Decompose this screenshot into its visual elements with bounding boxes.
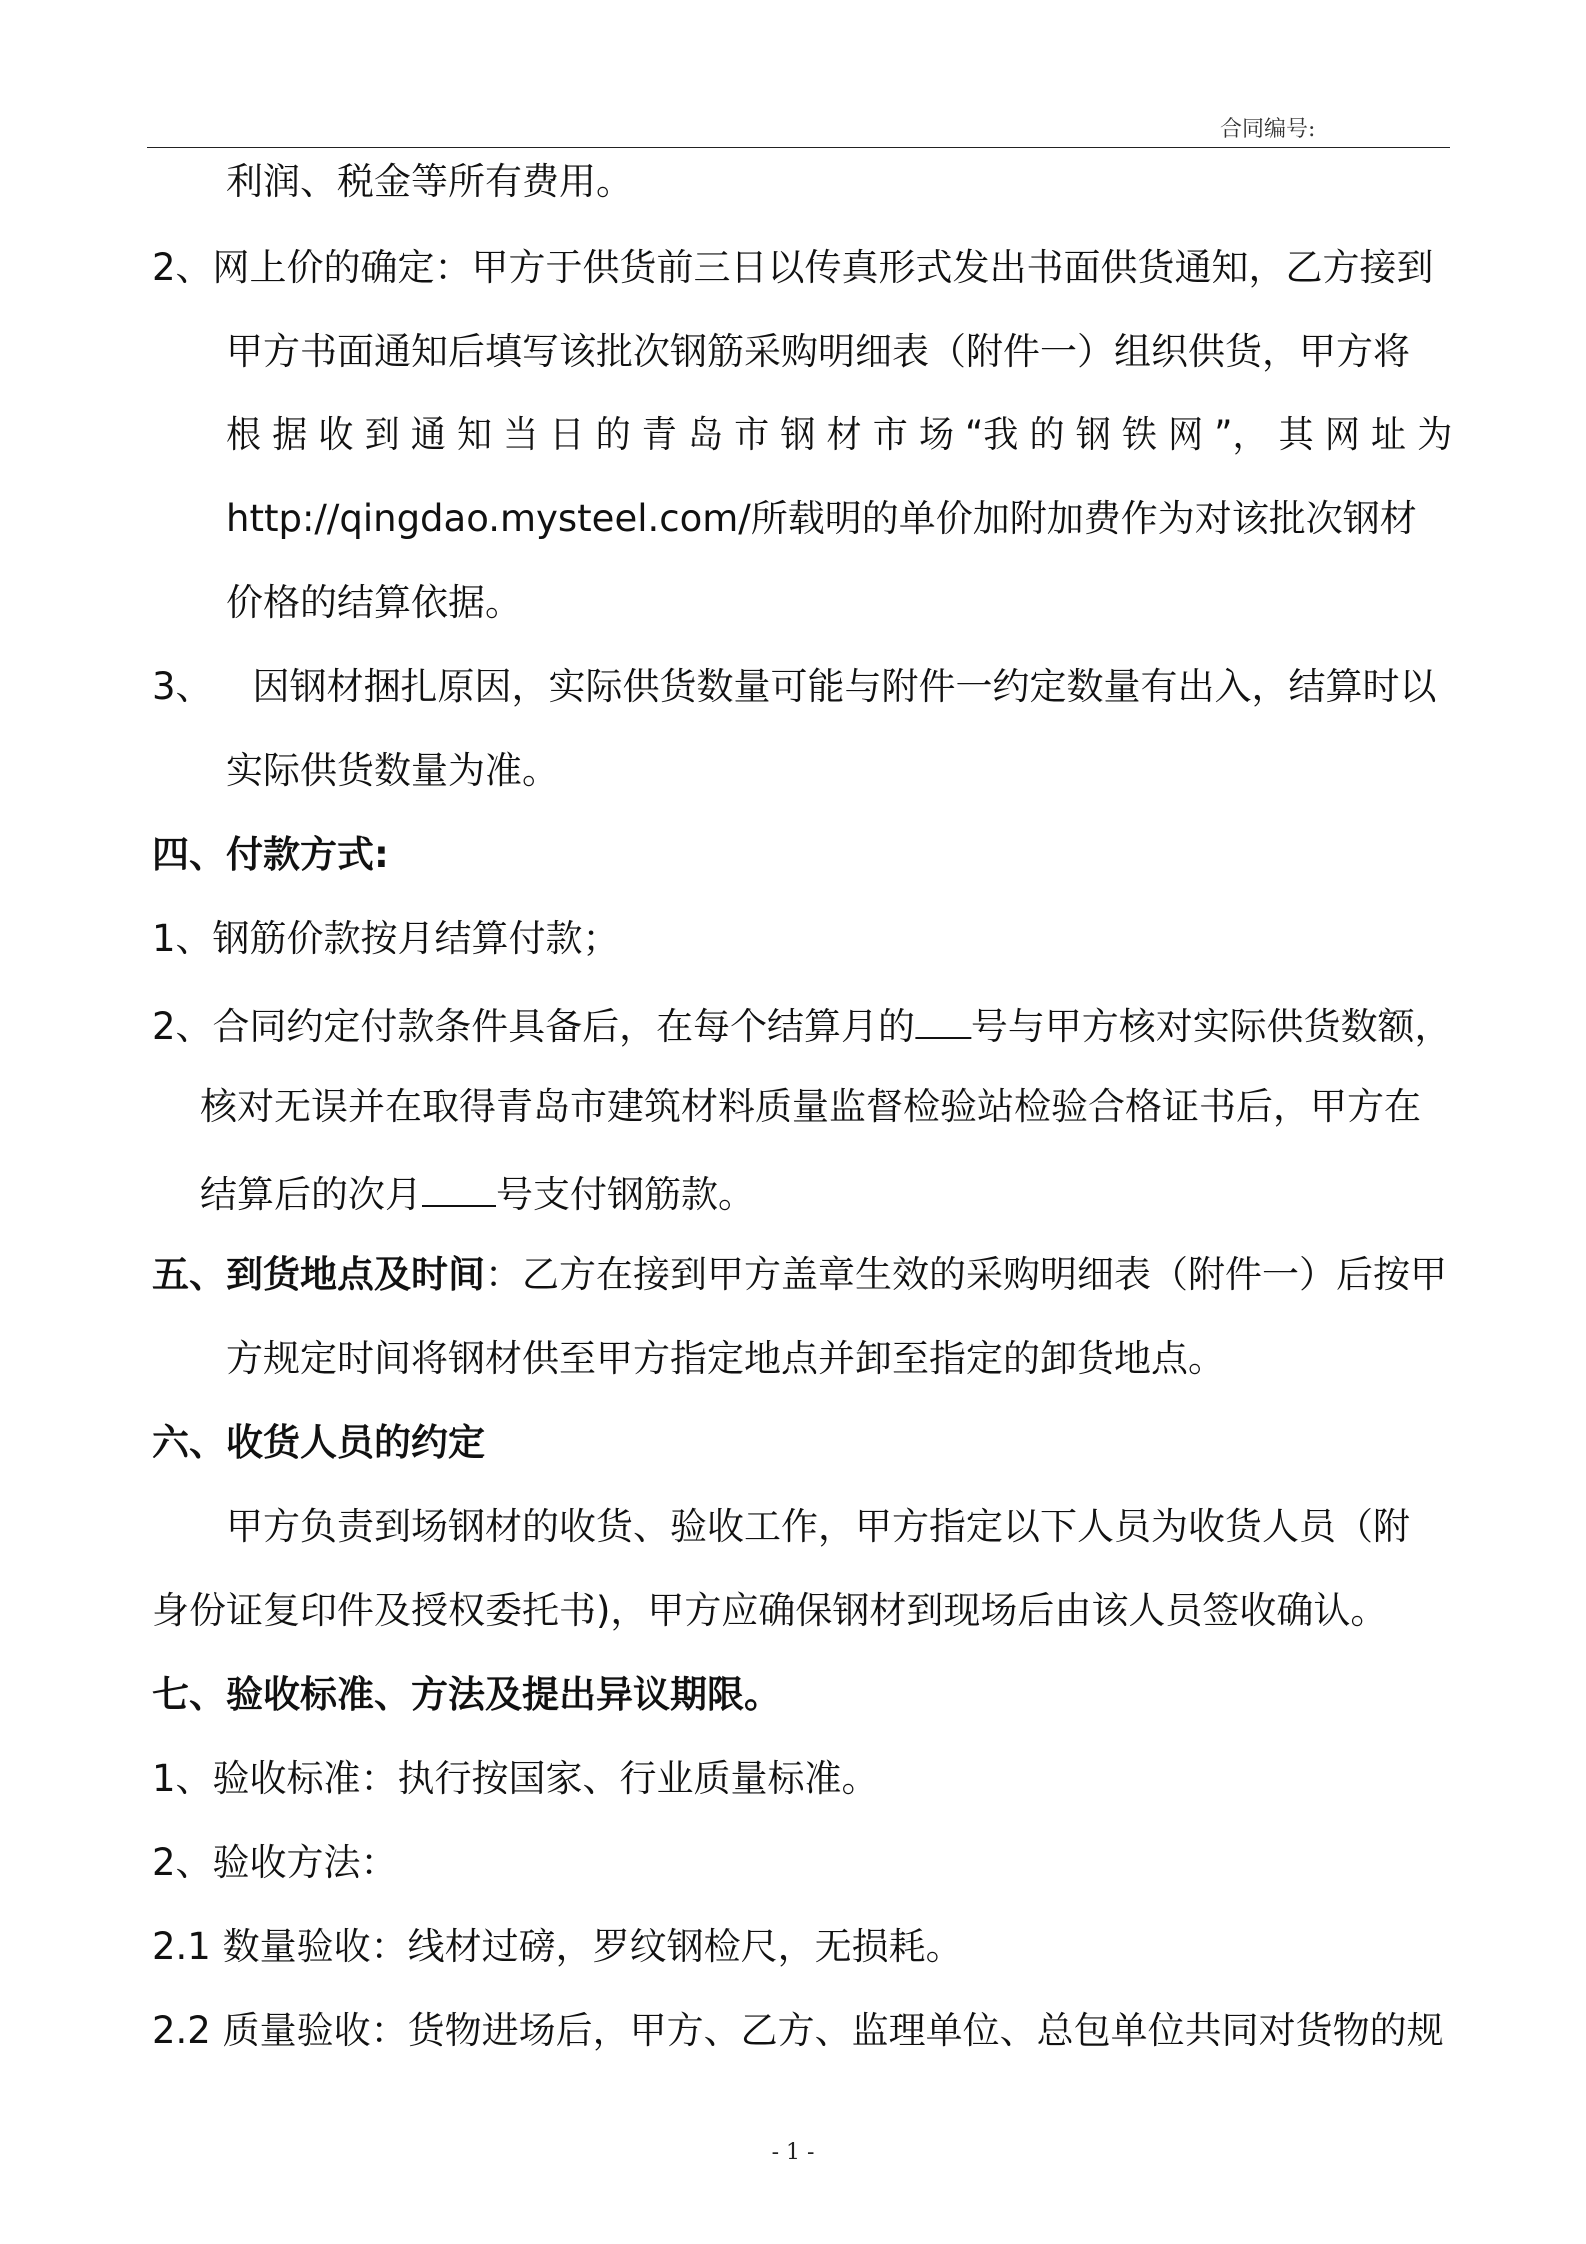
body-line-21: 2、验收方法： [152, 1841, 398, 1884]
body-line-2 [152, 246, 1434, 290]
price-determination-heading: 2、网上价的确定 [152, 246, 435, 289]
body-line-22: 2.1 数量验收：线材过磅，罗纹钢检尺，无损耗。 [152, 1925, 963, 1968]
body-line-13 [200, 1169, 755, 1216]
body-line-7 [152, 665, 1437, 709]
body-line-14 [152, 1253, 1447, 1297]
body-line-23: 2.2 质量验收：货物进场后，甲方、乙方、监理单位、总包单位共同对货物的规 [152, 2009, 1444, 2052]
body-line-11 [152, 1001, 1452, 1048]
payment-condition-text-a: 2、合同约定付款条件具备后，在每个结算月的 [152, 1005, 915, 1048]
payment-day-blank[interactable] [422, 1169, 496, 1207]
item-number-3: 3、 [152, 665, 213, 708]
body-line-18: 身份证复印件及授权委托书)，甲方应确保钢材到现场后由该人员签收确认。 [152, 1589, 1388, 1632]
delivery-text: ：乙方在接到甲方盖章生效的采购明细表（附件一）后按甲 [485, 1253, 1447, 1296]
payment-date-text-b: 号支付钢筋款。 [496, 1173, 755, 1216]
header-divider [147, 147, 1450, 148]
section-heading-acceptance: 七、验收标准、方法及提出异议期限。 [152, 1673, 781, 1716]
body-line-3: 甲方书面通知后填写该批次钢筋采购明细表（附件一）组织供货，甲方将 [226, 330, 1410, 373]
body-line-4: 根 据 收 到 通 知 当 日 的 青 岛 市 钢 材 市 场 “我 的 钢 铁 网 ”， 其 网 址 为 [226, 413, 1453, 456]
item-3-text: 因钢材捆扎原因，实际供货数量可能与附件一约定数量有出入，结算时以 [252, 665, 1437, 708]
body-line-15: 方规定时间将钢材供至甲方指定地点并卸至指定的卸货地点。 [226, 1337, 1225, 1380]
section-heading-payment: 四、付款方式: [152, 833, 389, 876]
body-line-5-url: http://qingdao.mysteel.com/所载明的单价加附加费作为对该批次钢材 [226, 497, 1417, 540]
settlement-day-blank[interactable] [915, 1001, 971, 1039]
body-line-10: 1、钢筋价款按月结算付款； [152, 917, 620, 960]
body-line-6: 价格的结算依据。 [226, 581, 522, 624]
section-heading-receiving: 六、收货人员的约定 [152, 1421, 485, 1464]
contract-number-label: 合同编号: [1220, 117, 1316, 142]
body-line-1: 利润、税金等所有费用。 [226, 160, 633, 203]
page-number: - 1 - [771, 2140, 815, 2165]
payment-condition-text-b: 号与甲方核对实际供货数额， [970, 1005, 1452, 1048]
price-determination-text: ：甲方于供货前三日以传真形式发出书面供货通知，乙方接到 [434, 246, 1434, 289]
body-line-17: 甲方负责到场钢材的收货、验收工作，甲方指定以下人员为收货人员（附 [226, 1505, 1410, 1548]
body-line-8: 实际供货数量为准。 [226, 749, 559, 792]
payment-date-text-a: 结算后的次月 [200, 1173, 422, 1216]
section-heading-delivery: 五、到货地点及时间 [152, 1253, 485, 1296]
body-line-20: 1、验收标准：执行按国家、行业质量标准。 [152, 1757, 879, 1800]
body-line-12: 核对无误并在取得青岛市建筑材料质量监督检验站检验合格证书后，甲方在 [200, 1085, 1421, 1128]
